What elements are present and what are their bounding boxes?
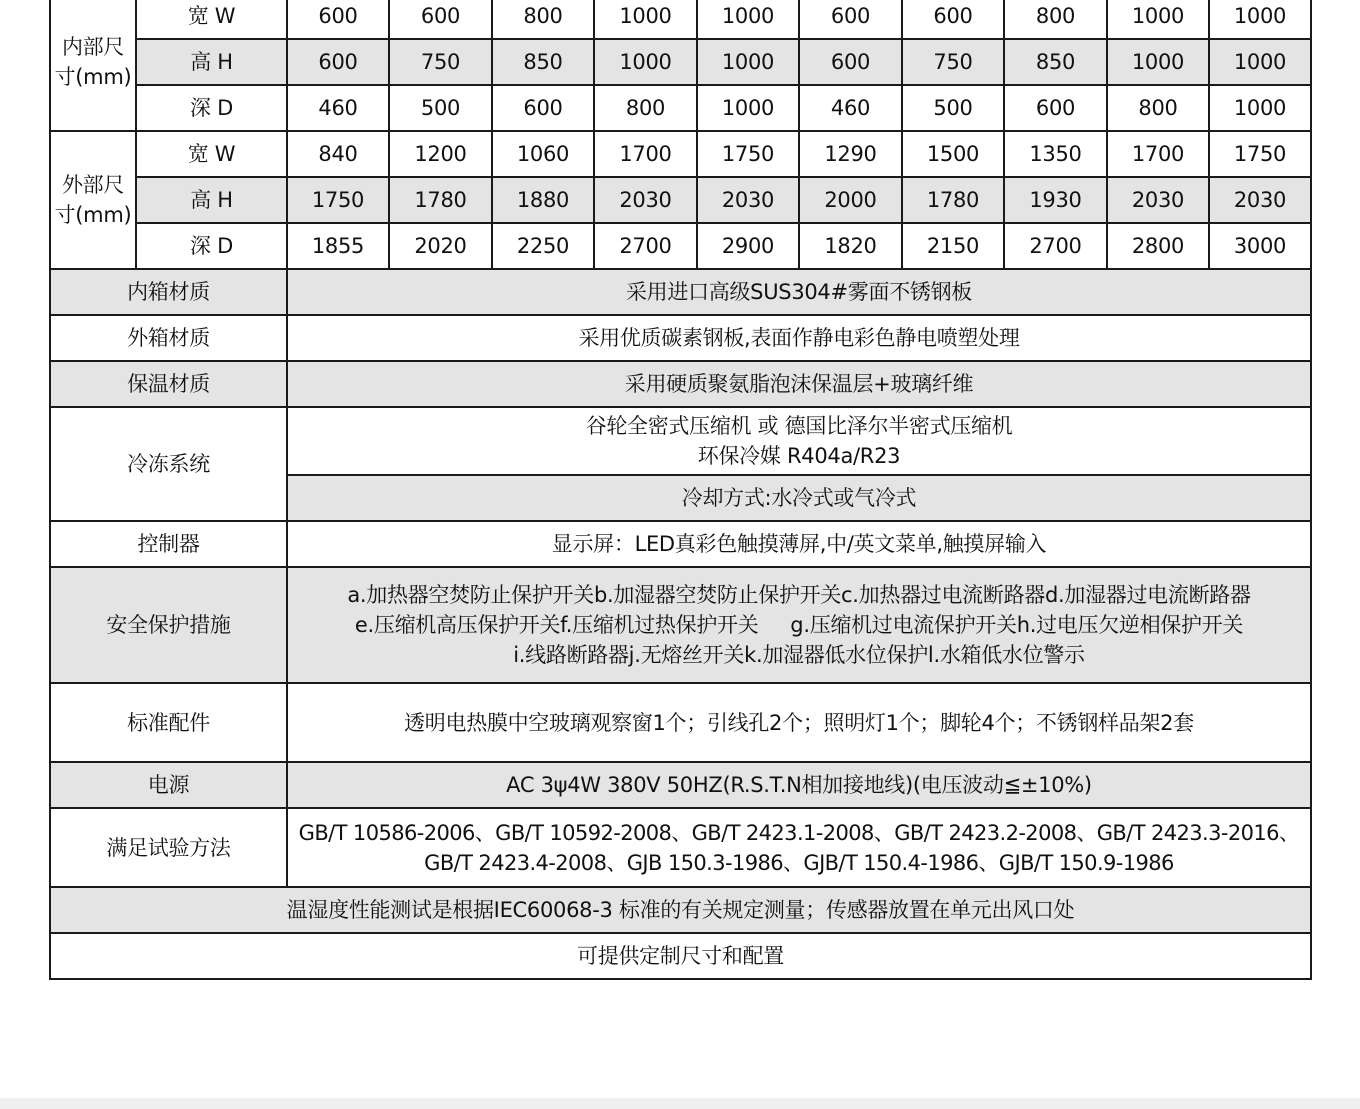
dimension-value: 2700 — [594, 223, 697, 269]
dimension-value: 1750 — [697, 131, 799, 177]
inner-dims-row — [50, 0, 1311, 39]
dimension-value: 750 — [389, 39, 492, 85]
dimension-value: 1000 — [697, 0, 799, 39]
spec-row-accessories — [50, 683, 1311, 762]
spec-label: 标准配件 — [50, 683, 287, 762]
note-row-measurement — [50, 887, 1311, 933]
outer-dims-row — [50, 131, 1311, 177]
outer-dims-row — [50, 223, 1311, 269]
dimension-name: 深 D — [136, 223, 287, 269]
dimension-value: 1350 — [1004, 131, 1107, 177]
dimension-value: 2030 — [594, 177, 697, 223]
custom-note: 可提供定制尺寸和配置 — [50, 933, 1311, 979]
dimension-value: 600 — [902, 0, 1004, 39]
spec-label: 冷冻系统 — [50, 407, 287, 521]
dimension-value: 1855 — [287, 223, 389, 269]
dimension-value: 600 — [492, 85, 594, 131]
dimension-value: 500 — [389, 85, 492, 131]
safety-line: e.压缩机高压保护开关f.压缩机过热保护开关 g.压缩机过电流保护开关h.过电压欠逆相保护开关 — [354, 613, 1244, 637]
dimension-name: 宽 W — [136, 0, 287, 39]
safety-line: i.线路断路器j.无熔丝开关k.加湿器低水位保护l.水箱低水位警示 — [513, 643, 1085, 667]
dimension-value: 1290 — [799, 131, 902, 177]
dimension-value: 600 — [799, 39, 902, 85]
dimension-value: 1000 — [1209, 39, 1311, 85]
dimension-value: 3000 — [1209, 223, 1311, 269]
spec-table-container — [49, 0, 1311, 980]
outer-dims-label: 外部尺 寸(mm) — [50, 131, 136, 269]
dimension-value: 1750 — [287, 177, 389, 223]
dimension-value: 850 — [492, 39, 594, 85]
spec-value-cooling: 冷却方式:水冷式或气冷式 — [287, 475, 1311, 521]
dimension-value: 2000 — [799, 177, 902, 223]
dimension-value: 1000 — [697, 85, 799, 131]
dimension-value: 1780 — [902, 177, 1004, 223]
dimension-value: 600 — [287, 39, 389, 85]
spec-label: 满足试验方法 — [50, 808, 287, 887]
spec-label: 保温材质 — [50, 361, 287, 407]
dimension-value: 500 — [902, 85, 1004, 131]
dimension-value: 1820 — [799, 223, 902, 269]
dimension-value: 1000 — [1107, 0, 1209, 39]
spec-table — [49, 0, 1312, 980]
dimension-value: 850 — [1004, 39, 1107, 85]
dimension-value: 600 — [287, 0, 389, 39]
spec-row-inner-material — [50, 269, 1311, 315]
spec-value: 采用优质碳素钢板,表面作静电彩色静电喷塑处理 — [287, 315, 1311, 361]
dimension-value: 2150 — [902, 223, 1004, 269]
dimension-name: 宽 W — [136, 131, 287, 177]
measurement-note: 温湿度性能测试是根据IEC60068-3 标准的有关规定测量；传感器放置在单元出风口处 — [50, 887, 1311, 933]
dimension-value: 1700 — [594, 131, 697, 177]
refrigerant-line: 环保冷媒 R404a/R23 — [697, 444, 901, 468]
dimension-value: 1000 — [1209, 0, 1311, 39]
spec-label: 控制器 — [50, 521, 287, 567]
inner-dims-row — [50, 85, 1311, 131]
dimension-name: 高 H — [136, 177, 287, 223]
spec-label: 内箱材质 — [50, 269, 287, 315]
dimension-name: 高 H — [136, 39, 287, 85]
dimension-value: 1000 — [697, 39, 799, 85]
dimension-value: 460 — [287, 85, 389, 131]
dimension-value: 800 — [492, 0, 594, 39]
dimension-value: 2250 — [492, 223, 594, 269]
spec-label: 外箱材质 — [50, 315, 287, 361]
dimension-value: 800 — [594, 85, 697, 131]
inner-dims-label: 内部尺 寸(mm) — [50, 0, 136, 131]
dimension-value: 1780 — [389, 177, 492, 223]
dimension-value: 750 — [902, 39, 1004, 85]
dimension-value: 600 — [799, 0, 902, 39]
spec-row-insulation — [50, 361, 1311, 407]
spec-value-test-methods — [287, 808, 1311, 887]
dimension-value: 1000 — [1107, 39, 1209, 85]
spec-row-controller — [50, 521, 1311, 567]
spec-value-safety — [287, 567, 1311, 683]
dimension-value: 800 — [1004, 0, 1107, 39]
dimension-value: 2800 — [1107, 223, 1209, 269]
dimension-value: 2030 — [1107, 177, 1209, 223]
dimension-value: 2020 — [389, 223, 492, 269]
spec-row-refrigeration — [50, 407, 1311, 475]
dimension-value: 1880 — [492, 177, 594, 223]
dimension-value: 1000 — [594, 39, 697, 85]
dimensions-body — [50, 0, 1311, 269]
dimension-value: 2030 — [697, 177, 799, 223]
dimension-value: 1000 — [1209, 85, 1311, 131]
spec-label: 安全保护措施 — [50, 567, 287, 683]
test-methods-line: GB/T 2423.4-2008、GJB 150.3-1986、GJB/T 150.4-1986、GJB/T 150.9-1986 — [424, 850, 1174, 875]
footer-band — [0, 1098, 1360, 1109]
spec-row-power — [50, 762, 1311, 808]
spec-label: 电源 — [50, 762, 287, 808]
spec-value: 采用进口高级SUS304#雾面不锈钢板 — [287, 269, 1311, 315]
dimension-value: 2030 — [1209, 177, 1311, 223]
inner-dims-row — [50, 39, 1311, 85]
dimension-name: 深 D — [136, 85, 287, 131]
dimension-value: 840 — [287, 131, 389, 177]
dimension-value: 1500 — [902, 131, 1004, 177]
spec-value: 显示屏：LED真彩色触摸薄屏,中/英文菜单,触摸屏输入 — [287, 521, 1311, 567]
spec-value-compressor — [287, 407, 1311, 475]
dimension-value: 600 — [1004, 85, 1107, 131]
safety-line: a.加热器空焚防止保护开关b.加湿器空焚防止保护开关c.加热器过电流断路器d.加湿器过电流断路器 — [347, 583, 1251, 607]
dimension-value: 800 — [1107, 85, 1209, 131]
note-row-custom — [50, 933, 1311, 979]
dimension-value: 1750 — [1209, 131, 1311, 177]
spec-row-test-methods — [50, 808, 1311, 887]
spec-value: 采用硬质聚氨脂泡沫保温层+玻璃纤维 — [287, 361, 1311, 407]
dimension-value: 600 — [389, 0, 492, 39]
dimension-value: 2900 — [697, 223, 799, 269]
dimension-value: 1700 — [1107, 131, 1209, 177]
compressor-line: 谷轮全密式压缩机 或 德国比泽尔半密式压缩机 — [585, 414, 1013, 438]
dimension-value: 1930 — [1004, 177, 1107, 223]
dimension-value: 1000 — [594, 0, 697, 39]
spec-row-outer-material — [50, 315, 1311, 361]
specs-body — [50, 269, 1311, 979]
dimension-value: 1060 — [492, 131, 594, 177]
test-methods-line: GB/T 10586-2006、GB/T 10592-2008、GB/T 2423.1-2008、GB/T 2423.2-2008、GB/T 2423.3-2016、 — [298, 820, 1300, 845]
spec-value: 透明电热膜中空玻璃观察窗1个；引线孔2个；照明灯1个；脚轮4个；不锈钢样品架2套 — [287, 683, 1311, 762]
dimension-value: 2700 — [1004, 223, 1107, 269]
dimension-value: 460 — [799, 85, 902, 131]
spec-row-safety — [50, 567, 1311, 683]
spec-value: AC 3ψ4W 380V 50HZ(R.S.T.N相加接地线)(电压波动≦±10%) — [287, 762, 1311, 808]
dimension-value: 1200 — [389, 131, 492, 177]
outer-dims-row — [50, 177, 1311, 223]
